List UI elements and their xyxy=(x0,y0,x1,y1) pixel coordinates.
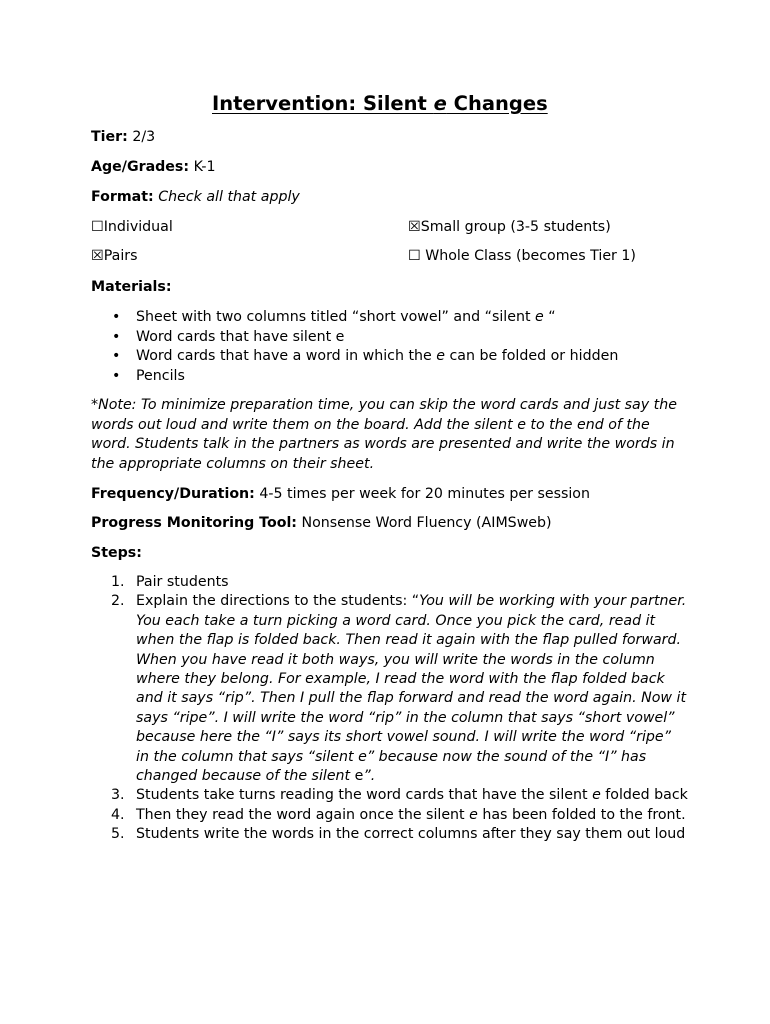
material-italic: e xyxy=(436,348,445,364)
list-item xyxy=(91,786,691,805)
title-prefix: Intervention: Silent xyxy=(212,92,434,115)
list-item xyxy=(91,347,618,367)
step-italic: e xyxy=(592,787,601,804)
progress-label: Progress Monitoring Tool: xyxy=(91,515,297,531)
material-italic: e xyxy=(535,309,544,325)
format-option-small-group[interactable]: ☒Small group (3-5 students) xyxy=(408,219,611,235)
preparation-note: *Note: To minimize preparation time, you can skip the word cards and just say the words out loud and write them on the board. Add the silent e to the end of the word. Students talk in the partners as words are presented and write the words in the appropriate columns on their sheet. xyxy=(91,397,677,472)
material-text: “ xyxy=(543,309,556,325)
age-label: Age/Grades: xyxy=(91,159,190,175)
list-item xyxy=(91,573,691,592)
format-option-whole-class[interactable]: ☐ Whole Class (becomes Tier 1) xyxy=(408,248,636,264)
format-option-individual[interactable]: ☐Individual xyxy=(91,219,173,235)
title-text xyxy=(212,92,548,115)
step-text: Students write the words in the correct columns after they say them out loud xyxy=(136,826,686,843)
list-item xyxy=(91,367,618,387)
step-text: folded back xyxy=(600,787,688,804)
format-value: Check all that apply xyxy=(153,189,300,205)
step-number: 4. xyxy=(111,806,125,823)
list-item xyxy=(91,825,691,844)
step-text: e xyxy=(354,768,364,785)
step-italic: e xyxy=(469,806,478,823)
steps-heading xyxy=(91,544,142,563)
material-text: Word cards that have silent e xyxy=(136,328,345,345)
step-number: 3. xyxy=(111,787,125,804)
format-line xyxy=(91,188,300,207)
material-text: can be folded or hidden xyxy=(445,348,619,364)
step-text: has been folded to the front. xyxy=(477,806,686,823)
progress-line xyxy=(91,514,552,533)
tier-line xyxy=(91,128,155,147)
material-text: Pencils xyxy=(136,367,185,384)
frequency-label: Frequency/Duration: xyxy=(91,486,255,502)
age-value: K-1 xyxy=(189,159,216,175)
step-italic: ”. xyxy=(363,768,376,785)
age-line xyxy=(91,158,216,177)
step-text: Pair students xyxy=(136,574,229,590)
materials-list xyxy=(91,308,618,386)
materials-label: Materials: xyxy=(91,279,172,295)
list-item xyxy=(91,328,618,348)
title-italic: e xyxy=(433,92,447,115)
material-text: Sheet with two columns titled “short vowel” and “silent xyxy=(136,309,536,325)
step-number: 1. xyxy=(111,574,125,590)
step-text: Explain the directions to the students: “ xyxy=(136,593,420,610)
frequency-value: 4-5 times per week for 20 minutes per session xyxy=(254,486,590,502)
material-text: Word cards that have a word in which the xyxy=(136,348,437,364)
format-option-pairs[interactable]: ☒Pairs xyxy=(91,248,138,264)
step-text: Then they read the word again once the silent xyxy=(136,806,470,823)
steps-list xyxy=(91,573,691,845)
format-label: Format: xyxy=(91,189,154,205)
title-suffix: Changes xyxy=(446,92,548,115)
list-item xyxy=(91,308,618,328)
steps-label: Steps: xyxy=(91,545,142,561)
tier-value: 2/3 xyxy=(127,129,156,145)
step-text: Students take turns reading the word cards that have the silent xyxy=(136,787,593,804)
frequency-line xyxy=(91,485,590,504)
step-number: 5. xyxy=(111,826,125,843)
materials-heading xyxy=(91,278,172,297)
step-italic: You will be working with your partner. You each take a turn picking a word card. Once you pick the card, read it when the flap is folded back. Then read it again with the flap pulled forward. When you have read it both ways, you will write the words in the column where they belong. For example, I read the word with the flap folded back and it says “rip”. Then I pull the flap forward and read the word again. Now it says “ripe”. I will write the word “rip” in the column that says “short vowel” because here the “I” says its short vowel sound. I will write the word “ripe” in the column that says “silent e” because now the sound of the “I” has changed because of the silent xyxy=(136,593,687,785)
list-item xyxy=(91,806,691,825)
tier-label: Tier: xyxy=(91,129,128,145)
step-number: 2. xyxy=(111,593,125,610)
list-item xyxy=(91,592,691,786)
progress-value: Nonsense Word Fluency (AIMSweb) xyxy=(296,515,552,531)
